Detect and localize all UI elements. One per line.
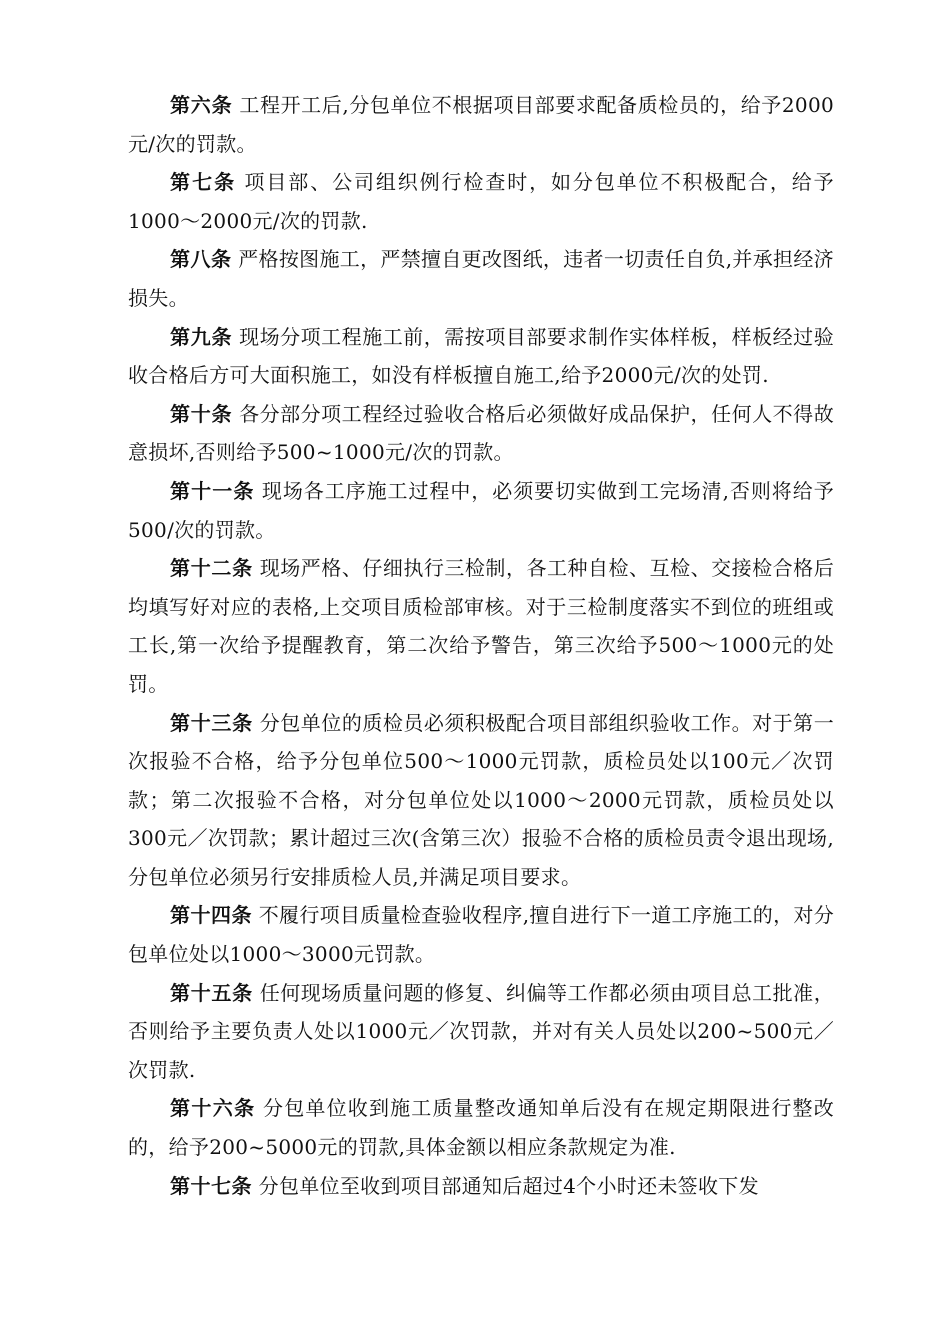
article-text: 项目部、公司组织例行检查时，如分包单位不积极配合，给予1000～2000元/次的罚款. — [128, 170, 834, 233]
article-heading: 第十一条 — [170, 478, 255, 503]
article-text: 分包单位收到施工质量整改通知单后没有在规定期限进行整改的，给予200~5000元的罚款,具体金额以相应条款规定为准. — [128, 1096, 834, 1160]
article-11 — [128, 472, 834, 549]
article-text: 任何现场质量问题的修复、纠偏等工作都必须由项目总工批准，否则给予主要负责人处以1000元／次罚款，并对有关人员处以200~500元／次罚款. — [128, 980, 835, 1082]
article-text: 严格按图施工，严禁擅自更改图纸，违者一切责任自负,并承担经济损失。 — [128, 247, 834, 310]
article-heading: 第八条 — [170, 247, 232, 272]
document-body — [128, 86, 834, 1205]
article-text: 分包单位的质检员必须积极配合项目部组织验收工作。对于第一次报验不合格，给予分包单位500～1000元罚款，质检员处以100元／次罚款；第二次报验不合格，对分包单位处以1000～2000元罚款，质检员处以300元／次罚款；累计超过三次(含第三次）报验不合格的质检员责令退出现场,分包单位必须另行安排质检人员,并满足项目要求。 — [128, 710, 835, 889]
article-heading: 第十条 — [170, 401, 233, 426]
article-10 — [128, 395, 834, 472]
article-15 — [128, 974, 834, 1090]
article-heading: 第十三条 — [170, 710, 253, 735]
article-text: 不履行项目质量检查验收程序,擅自进行下一道工序施工的，对分包单位处以1000～3000元罚款。 — [128, 903, 835, 967]
article-7 — [128, 163, 834, 240]
article-heading: 第九条 — [170, 324, 233, 349]
article-12 — [128, 549, 834, 703]
article-heading: 第七条 — [170, 170, 237, 195]
article-6 — [128, 86, 834, 163]
article-14 — [128, 896, 834, 973]
article-text: 现场各工序施工过程中，必须要切实做到工完场清,否则将给予500/次的罚款。 — [128, 478, 834, 542]
article-text: 各分部分项工程经过验收合格后必须做好成品保护，任何人不得故意损坏,否则给予500~1000元/次的罚款。 — [128, 401, 834, 465]
article-heading: 第十二条 — [170, 556, 253, 581]
article-text: 现场分项工程施工前，需按项目部要求制作实体样板，样板经过验收合格后方可大面积施工，如没有样板擅自施工,给予2000元/次的处罚. — [128, 324, 834, 388]
article-9 — [128, 318, 834, 395]
article-8 — [128, 240, 834, 317]
article-16 — [128, 1089, 834, 1166]
article-17 — [128, 1167, 834, 1206]
article-heading: 第十四条 — [170, 903, 253, 928]
article-heading: 第十五条 — [170, 980, 253, 1005]
article-text: 工程开工后,分包单位不根据项目部要求配备质检员的，给予2000元/次的罚款。 — [128, 93, 835, 156]
article-13 — [128, 704, 834, 897]
article-heading: 第十六条 — [170, 1096, 256, 1121]
article-heading: 第六条 — [170, 93, 233, 117]
article-text: 现场严格、仔细执行三检制，各工种自检、互检、交接检合格后均填写好对应的表格,上交项目质检部审核。对于三检制度落实不到位的班组或工长,第一次给予提醒教育，第二次给予警告，第三次给予500～1000元的处罚。 — [128, 556, 835, 696]
article-text: 分包单位至收到项目部通知后超过4个小时还未签收下发 — [252, 1173, 759, 1198]
article-heading: 第十七条 — [170, 1173, 252, 1198]
